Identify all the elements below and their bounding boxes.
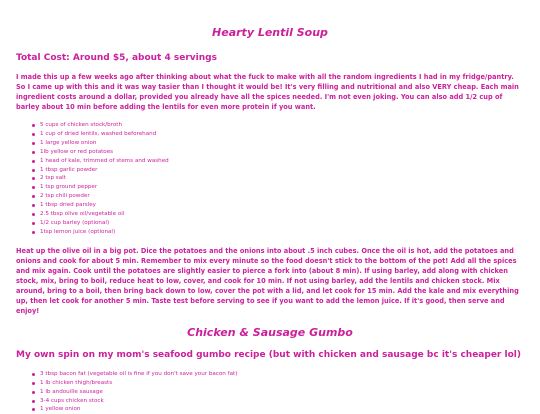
list-item: 3-4 cups chicken stock <box>32 397 524 406</box>
list-item: 1 large yellow onion <box>32 139 524 148</box>
list-item: 1 head of kale, trimmed of stems and washed <box>32 157 524 166</box>
recipe1-instructions: Heat up the olive oil in a big pot. Dice the potatoes and the onions into about .5 inch cubes. Once the oil is hot, add the potatoes and onions and cook for about 5 min. Remember to mix every minute so the food doesn't stick to the bottom of the pot! Add all the spices and mix again. Cook until the potatoes are slightly easier to pierce a fork into (about 8 min). If using barley, add along with chicken stock, mix, bring to boil, reduce heat to low, cover, and cook for 10 min. If not using barley, add the lentils and chicken stock. Mix around, bring to a boil, then bring back down to low, cover the pot with a lid, and let cook for 15 min. Add the kale and mix everything up, then let cook for another 5 min. Taste test before serving to see if you want to add the lemon juice. If it's good, then serve and enjoy! <box>16 246 519 315</box>
list-item: 1 cup of dried lentils, washed beforehand <box>32 130 524 139</box>
list-item: 2 tsp salt <box>32 174 524 183</box>
recipe1-intro: I made this up a few weeks ago after thinking about what the fuck to make with all the random ingredients I had in my fridge/pantry. So I came up with this and it was way tasier than I thought it would be! It's very filling and nutritional and also VERY cheap. Each main ingredient costs around a dollar, provided you already have all the spices needed. I'm not even joking. You can also add 1/2 cup of barley about 10 min before adding the lentils for even more protein if you want. <box>16 73 519 111</box>
list-item: 2.5 tbsp olive oil/vegetable oil <box>32 210 524 219</box>
list-item: 1 tbsp garlic powder <box>32 166 524 175</box>
recipe1-ingredient-list <box>16 121 524 237</box>
recipe2-ingredient-list <box>16 370 524 414</box>
list-item: 1 yellow onion <box>32 405 524 414</box>
list-item: 1tsp lemon juice (optional) <box>32 228 524 237</box>
list-item: 1 lb chicken thigh/breasts <box>32 379 524 388</box>
recipe1-cost: Total Cost: Around $5, about 4 servings <box>16 53 217 63</box>
recipe2-subtitle: My own spin on my mom's seafood gumbo recipe (but with chicken and sausage bc it's cheaper lol) <box>16 349 521 360</box>
list-item: 1 lb andouille sausage <box>32 388 524 397</box>
list-item: 3 tbsp bacon fat (vegetable oil is fine if you don't save your bacon fat) <box>32 370 524 379</box>
list-item: 5 cups of chicken stock/broth <box>32 121 524 130</box>
list-item: 1 tbsp dried parsley <box>32 201 524 210</box>
recipe2-title: Chicken & Sausage Gumbo <box>187 325 353 339</box>
list-item: 1 tsp ground pepper <box>32 183 524 192</box>
list-item: 1/2 cup barley (optional) <box>32 219 524 228</box>
recipe1-title: Hearty Lentil Soup <box>212 26 328 39</box>
list-item: 2 tsp chili powder <box>32 192 524 201</box>
list-item: 1lb yellow or red potatoes <box>32 148 524 157</box>
